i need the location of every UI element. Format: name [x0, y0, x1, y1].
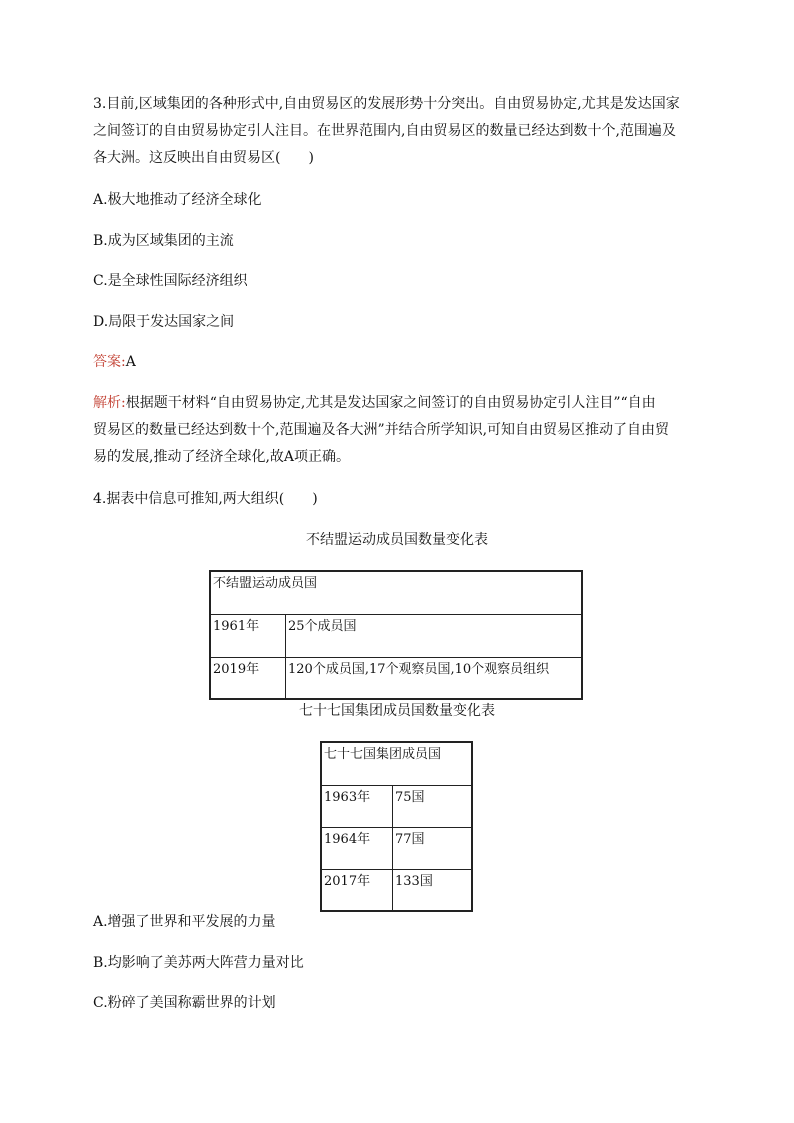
- question-3-option-d: D.局限于发达国家之间: [93, 314, 235, 330]
- question-3-line-3: 各大洲。这反映出自由贸易区( ): [93, 150, 314, 166]
- table-1-caption: 不结盟运动成员国数量变化表: [306, 532, 488, 548]
- question-4-option-a: A.增强了世界和平发展的力量: [93, 914, 276, 930]
- table-row: [321, 827, 472, 869]
- question-3-answer: [93, 349, 703, 376]
- answer-value: A: [125, 354, 136, 370]
- table-row: [210, 614, 582, 657]
- table-2-value-2017: 133国: [393, 869, 473, 911]
- question-4-stem: 4.据表中信息可推知,两大组织( ): [93, 491, 318, 507]
- question-3-option-c: C.是全球性国际经济组织: [93, 273, 248, 289]
- table-2-year-1963: 1963年: [321, 785, 393, 827]
- answer-label: 答案:: [93, 354, 126, 370]
- table-1-year-2019: 2019年: [210, 657, 286, 699]
- analysis-line-2: 贸易区的数量已经达到数十个,范围遍及各大洲”并结合所学知识,可知自由贸易区推动了自由贸: [93, 422, 670, 438]
- table-1-header: 不结盟运动成员国: [210, 571, 582, 614]
- question-3-stem: [93, 91, 703, 172]
- table-1-value-2019: 120个成员国,17个观察员国,10个观察员组织: [286, 657, 583, 699]
- table-2-value-1964: 77国: [393, 827, 473, 869]
- question-3-option-b: B.成为区域集团的主流: [93, 233, 234, 249]
- analysis-label: 解析:: [93, 395, 126, 411]
- question-4-option-b: B.均影响了美苏两大阵营力量对比: [93, 955, 304, 971]
- group-of-77-table: [320, 741, 473, 912]
- table-1-value-1961: 25个成员国: [286, 614, 583, 657]
- analysis-line-3: 易的发展,推动了经济全球化,故A项正确。: [93, 449, 351, 465]
- table-1-year-1961: 1961年: [210, 614, 286, 657]
- table-2-header: 七十七国集团成员国: [321, 742, 472, 785]
- table-2-year-1964: 1964年: [321, 827, 393, 869]
- non-aligned-movement-table: [209, 570, 583, 700]
- table-row: [210, 657, 582, 699]
- table-2-value-1963: 75国: [393, 785, 473, 827]
- question-3-line-2: 之间签订的自由贸易协定引人注目。在世界范围内,自由贸易区的数量已经达到数十个,范围遍及: [93, 123, 676, 139]
- question-3-line-1: 3.目前,区域集团的各种形式中,自由贸易区的发展形势十分突出。自由贸易协定,尤其是发达国家: [93, 96, 680, 112]
- table-row: [321, 785, 472, 827]
- question-3-analysis: [93, 390, 703, 471]
- table-2-year-2017: 2017年: [321, 869, 393, 911]
- table-2-caption: 七十七国集团成员国数量变化表: [299, 703, 495, 719]
- table-row: [321, 869, 472, 911]
- analysis-line-1: 根据题干材料“自由贸易协定,尤其是发达国家之间签订的自由贸易协定引人注目”“自由: [125, 395, 656, 411]
- question-3-option-a: A.极大地推动了经济全球化: [93, 192, 262, 208]
- question-4-option-c: C.粉碎了美国称霸世界的计划: [93, 995, 276, 1011]
